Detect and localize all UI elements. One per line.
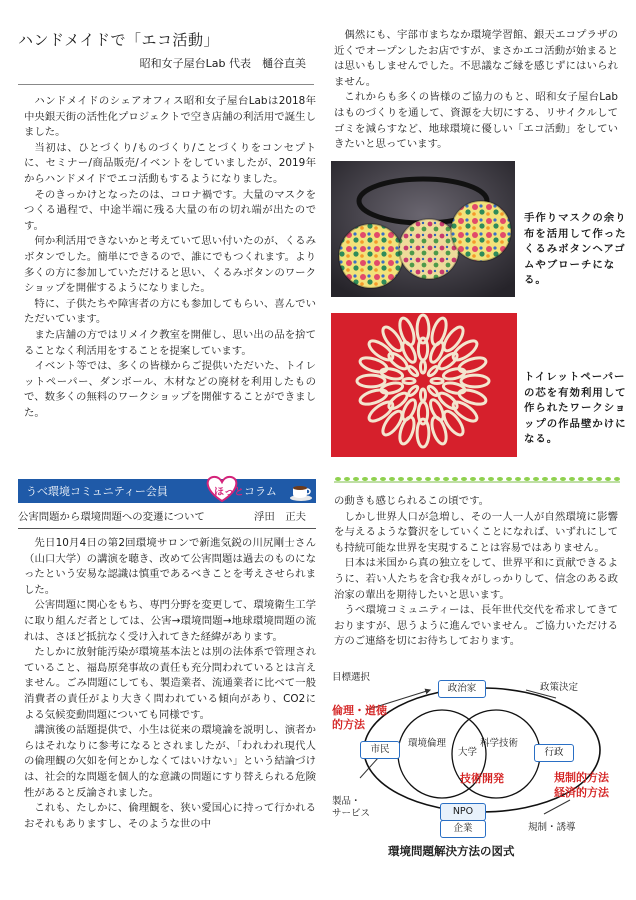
node-npo: NPO bbox=[440, 803, 486, 821]
node-administration: 行政 bbox=[534, 744, 574, 762]
column-divider bbox=[18, 528, 316, 529]
article-left-column bbox=[24, 94, 316, 421]
node-citizen: 市民 bbox=[360, 741, 400, 759]
label-university: 大学 bbox=[458, 747, 478, 758]
paragraph: そのきっかけとなったのは、コロナ禍です。大量のマスクをつくる過程で、中途半端に残る大量の布の切れ端が出たのです。 bbox=[24, 188, 316, 232]
paragraph: これからも多くの皆様のご協力のもと、昭和女子屋台Labはものづくりを通して、資源を大切にする、リサイクルしてゴミを減らすなど、地球環境に優しい「エコ活動」をしていきたいと思っています。 bbox=[334, 91, 618, 151]
photo-caption: トイレットペーパーの芯を有効利用して作られたワークショップの作品壁かけになる。 bbox=[524, 371, 627, 445]
column-banner bbox=[18, 479, 316, 503]
article-header bbox=[18, 30, 314, 72]
label-policy-decision: 政策決定 bbox=[540, 682, 579, 693]
banner-text: うべ環境コミュニティー会員 bbox=[26, 485, 168, 498]
label-tech-dev: 技術開発 bbox=[460, 772, 504, 785]
paragraph: しかし世界人口が急増し、その一人一人が自然環境に影響を与えるような贅沢をしていくことになれば、いずれにしても持続可能な世界を実現することは容易ではありません。 bbox=[334, 510, 618, 554]
paragraph: うべ環境コミュニティーは、長年世代交代を希求してきておりますが、思うように進んでいません。ご協力いただける方のご連絡を切にお待ちしております。 bbox=[334, 604, 618, 648]
label-goal-selection: 目標選択 bbox=[332, 672, 371, 683]
paragraph: 何か利活用できないかと考えていて思い付いたのが、くるみボタンでした。簡単にできるので、誰にでもつくれます。より多くの方に参加していただけると思い、くるみボタンのワークショップを開催するようになりました。 bbox=[24, 235, 316, 295]
label-sci-tech: 科学技術 bbox=[480, 738, 519, 749]
paragraph: たしかに放射能汚染が環境基本法とは別の法体系で管理されていること、福島原発事故の責任も充分問われているとは言えません。ごみ問題にしても、製造業者、流通業者に比べて一般消費者の責任がより大きく問われている傾向があり、CO2による気候変動問題についても同様です。 bbox=[24, 646, 316, 721]
paragraph: イベント等では、多くの皆様からご提供いただいた、トイレットペーパー、ダンボール、木材などの廃材を利用したもので、数多くの無料のワークショップを開催することができました。 bbox=[24, 360, 316, 419]
paragraph: ハンドメイドのシェアオフィス昭和女子屋台Labは2018年中央銀天街の活性化プロジェクトで空き店舗の利活用で誕生しました。 bbox=[24, 95, 316, 139]
article-right-column bbox=[334, 28, 618, 153]
paragraph: 公害問題に関心をもち、専門分野を変更して、環境衛生工学に取り組んだ者としては、公害→環境問題→地球環境問題の流れは、さほど抵抗なく受け入れてきた経緯があります。 bbox=[24, 599, 316, 643]
paragraph: 講演後の話題提供で、小生は従来の環境論を説明し、演者からはそれなりに参考になるとされましたが、「われわれ現代人の倫理観の欠如を何とかしなくてはいけない」という結論づけは、社会的な問題を個人的な意識の問題にすり替えられる危険性があると反論されました。 bbox=[24, 724, 316, 799]
paper-tube-art-photo bbox=[331, 313, 517, 457]
label-ethics-method: 倫理・道徳 的方法 bbox=[332, 704, 387, 731]
solution-diagram bbox=[330, 668, 626, 864]
paragraph: 日本は米国から真の独立をして、世界平和に貢献できるように、若い人たちを含む我々がしっかりして、信念のある政治家の輩出を期待したいと思います。 bbox=[334, 557, 618, 601]
paragraph: これも、たしかに、倫理観を、狭い愛国心に持って行かれるおそれもありますし、そのような世の中 bbox=[24, 802, 316, 830]
paragraph: の動きも感じられるこの頃です。 bbox=[334, 495, 490, 507]
header-divider bbox=[18, 84, 314, 85]
column-title: 公害問題から環境問題への変遷について bbox=[18, 511, 205, 523]
article-byline: 昭和女子屋台Lab 代表 樋谷直美 bbox=[139, 57, 306, 70]
paragraph: 特に、子供たちや障害者の方にも参加してもらい、喜んでいただいています。 bbox=[24, 297, 316, 326]
banner-label: コラム bbox=[244, 485, 277, 498]
paragraph: 偶然にも、宇部市まちなか環境学習館、銀天エコプラザの近くでオープンしたお店ですが、まさかエコ活動が始まるとは思いもしませんでした。不思議なご縁を感じずにはいられません。 bbox=[334, 29, 618, 88]
label-regulation: 規制・誘導 bbox=[528, 822, 576, 833]
label-products: 製品・ サービス bbox=[332, 796, 371, 819]
article-title: ハンドメイドで「エコ活動」 bbox=[18, 31, 220, 49]
column-subtitle bbox=[18, 509, 316, 525]
covered-buttons-photo bbox=[331, 161, 515, 297]
paragraph: 当初は、ひとづくり/ものづくり/ことづくりをコンセプトに、セミナー/商品販売/イベントをしていましたが、2019年からハンドメイドでエコ活動もするようになりました。 bbox=[24, 141, 316, 185]
vine-divider bbox=[332, 475, 622, 489]
diagram-title: 環境問題解決方法の図式 bbox=[388, 844, 515, 858]
banner-heart-text: ほっと bbox=[214, 487, 244, 498]
node-politician: 政治家 bbox=[438, 680, 486, 698]
paragraph: また店舗の方ではリメイク教室を開催し、思い出の品を捨てることなく利活用をすることを提案しています。 bbox=[24, 328, 316, 357]
label-regulatory: 規制的方法 bbox=[554, 771, 609, 784]
label-env-ethics: 環境倫理 bbox=[408, 738, 447, 749]
column-right-text bbox=[334, 494, 618, 650]
column-author: 浮田 正夫 bbox=[254, 511, 306, 523]
photo-caption: 手作りマスクの余り布を活用して作ったくるみボタンヘアゴムやブローチになる。 bbox=[524, 212, 627, 286]
paragraph: 先日10月4日の第2回環境サロンで新進気鋭の川尻剛士さん（山口大学）の講演を聴き、改めて公害問題は過去のものになったという安易な認識は慎重であるべきことを考えさせられました。 bbox=[24, 537, 316, 596]
label-economic: 経済的方法 bbox=[554, 786, 609, 799]
node-company: 企業 bbox=[440, 820, 486, 838]
coffee-cup-icon bbox=[288, 480, 314, 502]
column-left-text bbox=[24, 536, 316, 832]
